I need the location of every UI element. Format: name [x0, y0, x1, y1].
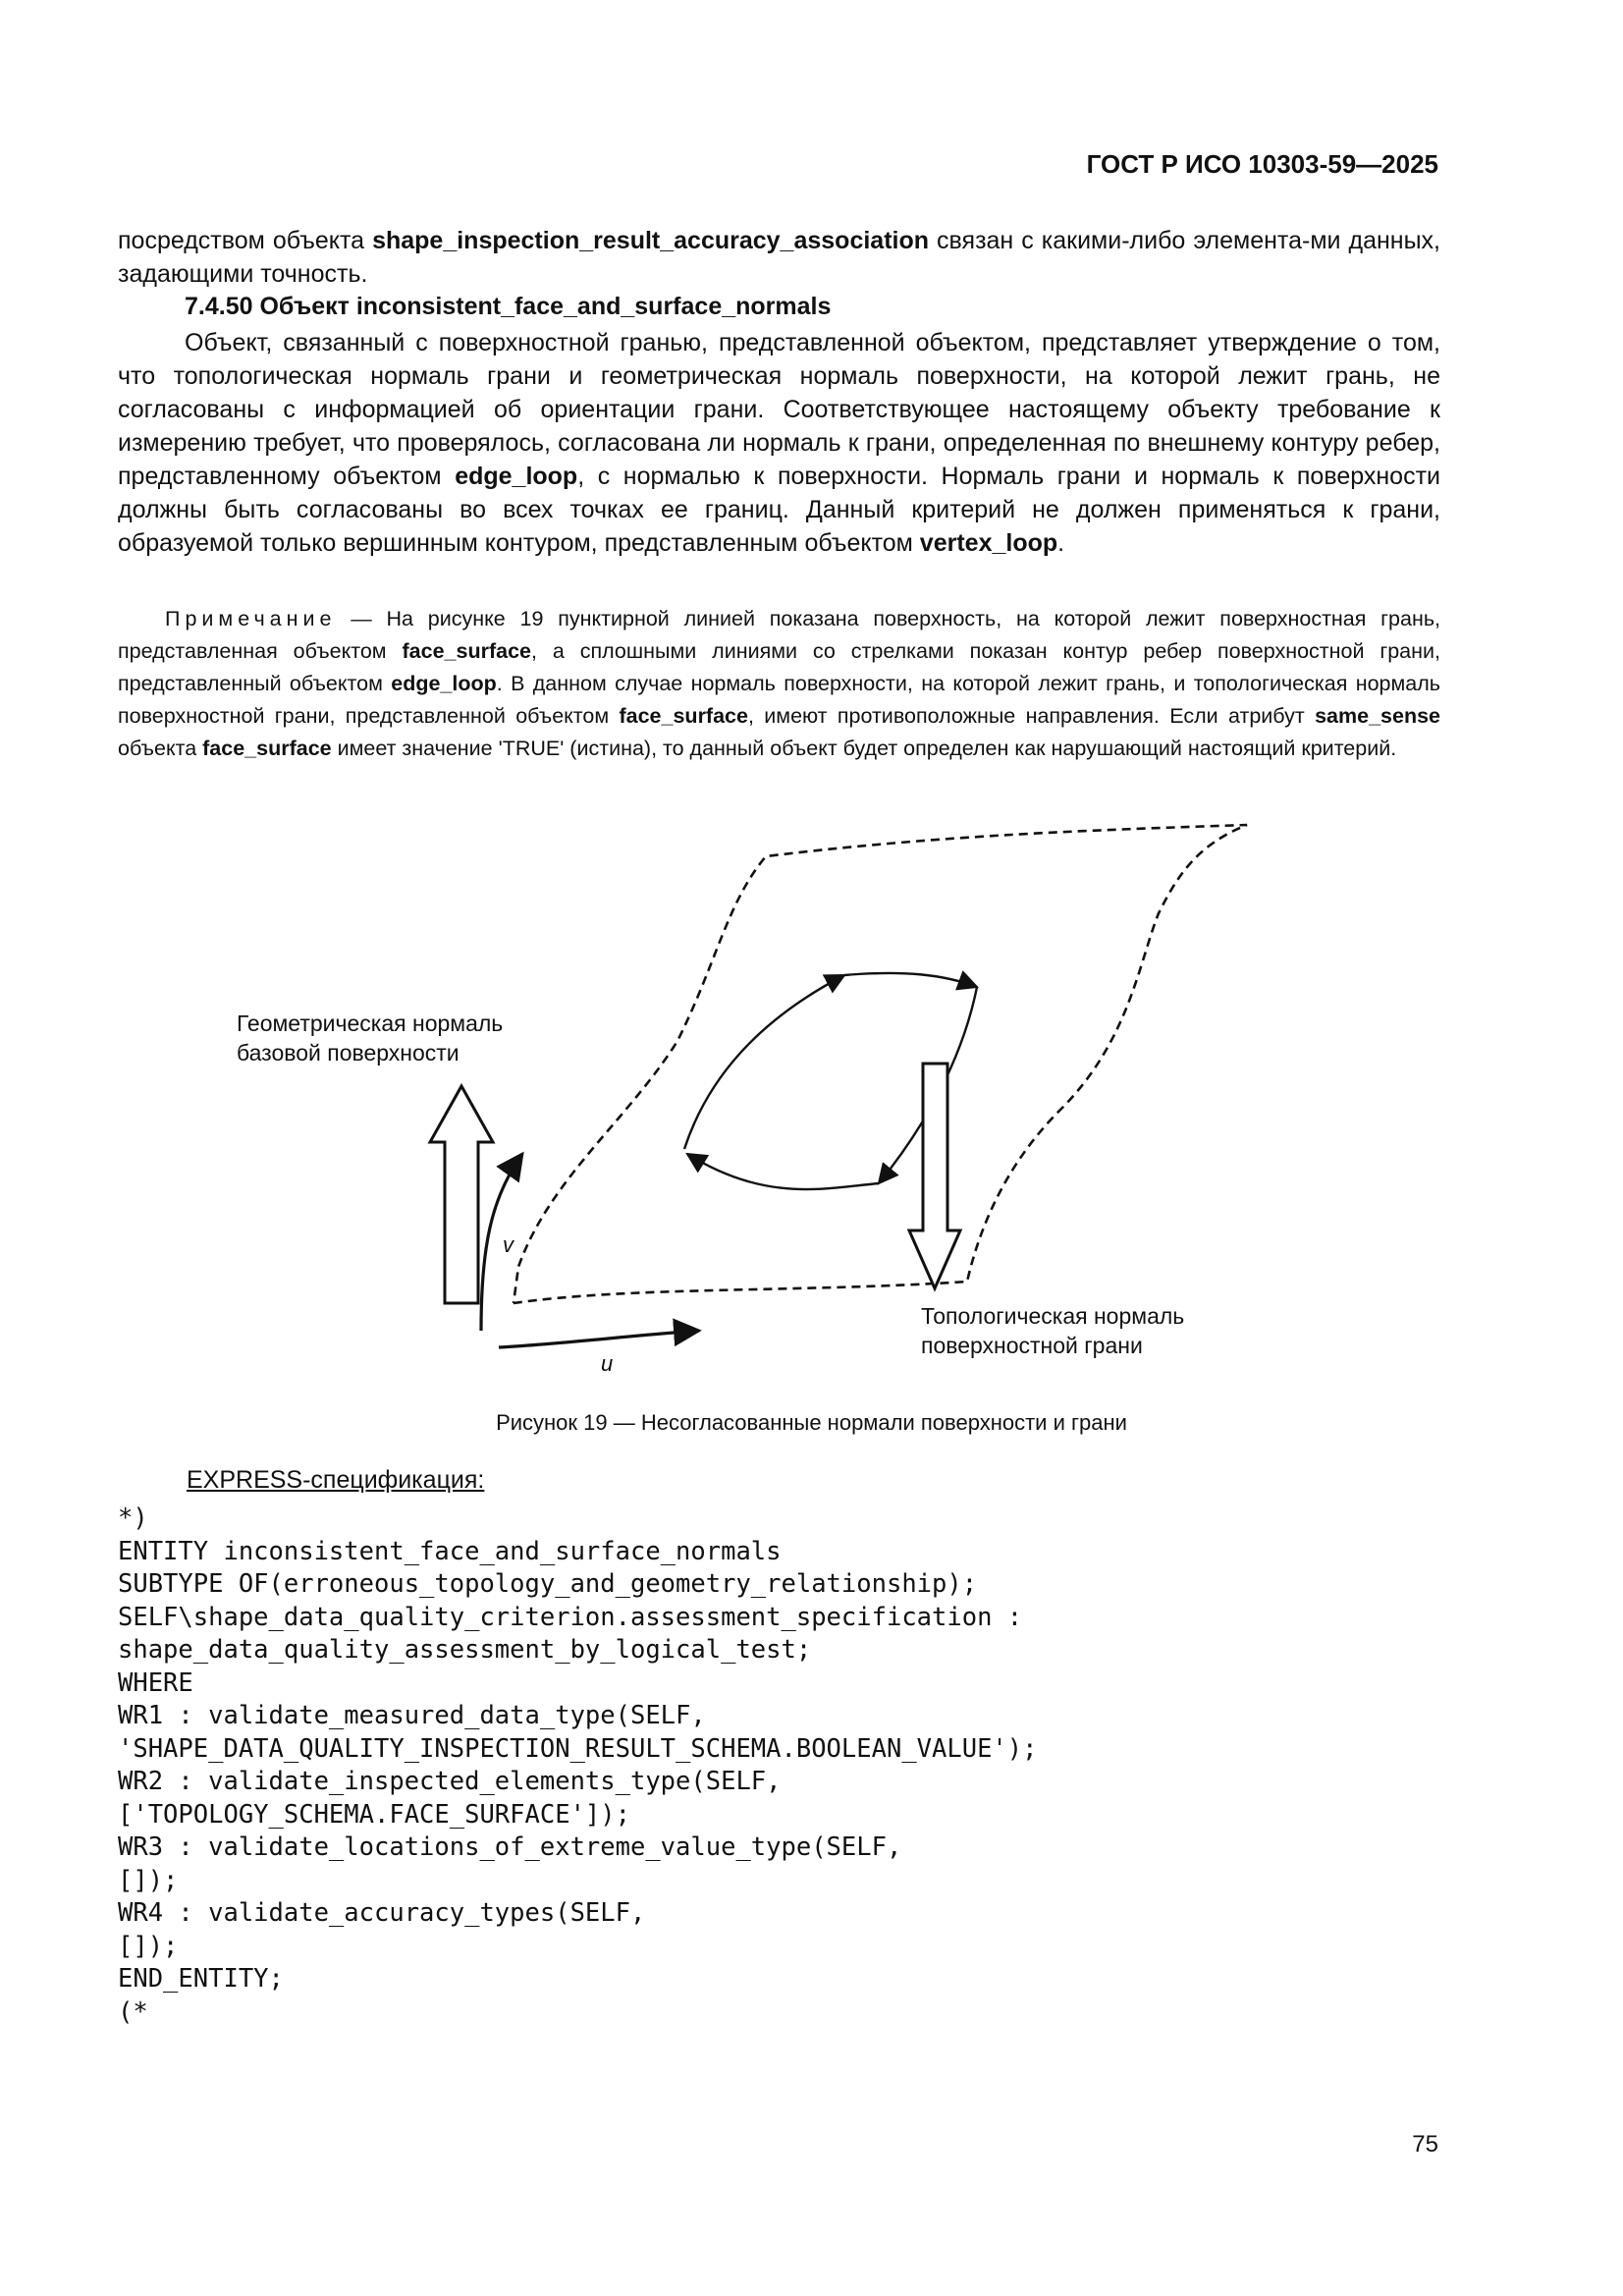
document-header: ГОСТ Р ИСО 10303-59—2025 — [1086, 149, 1438, 179]
v-axis-label: v — [503, 1232, 514, 1257]
code-line: END_ENTITY; — [118, 1964, 284, 1994]
code-line: []); — [118, 1931, 179, 1961]
code-line: ['TOPOLOGY_SCHEMA.FACE_SURFACE']); — [118, 1799, 630, 1830]
continuation-paragraph — [118, 224, 1440, 291]
label-line: Геометрическая нормаль — [237, 1011, 504, 1036]
note-label: Примечание — [165, 607, 337, 630]
text-span: связан с какими-либо элемента-ми данных, задающими точность. — [118, 227, 1440, 288]
code-line: *) — [118, 1503, 148, 1533]
code-line: 'SHAPE_DATA_QUALITY_INSPECTION_RESULT_SCHEMA.BOOLEAN_VALUE'); — [118, 1733, 1038, 1764]
entity-name: edge_loop — [391, 672, 497, 695]
express-code — [118, 1503, 1038, 2029]
text-span: — На рисунке 19 пунктирной линией показана поверхность, на которой лежит поверхностная грань, представленная объектом — [118, 607, 1440, 663]
entity-name: face_surface — [402, 639, 531, 663]
code-line: WR1 : validate_measured_data_type(SELF, — [118, 1701, 706, 1730]
text-span: , с нормалью к поверхности. Нормаль грани и нормаль к поверхности должны быть согласованы во всех точках ее границ. Данный критерий не должен применяться к грани, образуемой только вершинным контуром, представленным объектом — [118, 463, 1440, 557]
v-direction-arrow — [481, 1154, 522, 1331]
page-number: 75 — [1412, 2131, 1438, 2158]
geometric-normal-label — [237, 1009, 503, 1067]
u-axis-label: u — [601, 1351, 614, 1376]
express-heading: EXPRESS-спецификация: — [187, 1466, 485, 1494]
text-span: имеет значение 'TRUE' (истина), то данный объект будет определен как нарушающий настоящий критерий. — [331, 737, 1397, 760]
surface-outline — [514, 825, 1247, 1303]
code-line: shape_data_quality_assessment_by_logical_test; — [118, 1635, 812, 1665]
u-direction-arrow — [499, 1331, 699, 1347]
text-span: , имеют противоположные направления. Если атрибут — [747, 704, 1316, 728]
figure-19 — [0, 805, 1623, 1394]
text-span: . — [1057, 529, 1065, 557]
entity-name: shape_inspection_result_accuracy_association — [372, 227, 930, 254]
text-span: , а сплошными линиями со стрелками показан контур ребер поверхностной грани, представленный объектом — [118, 639, 1440, 695]
entity-name: face_surface — [202, 737, 332, 760]
figure-drawing — [0, 805, 1623, 1394]
code-line: WR4 : validate_accuracy_types(SELF, — [118, 1898, 646, 1928]
entity-name: face_surface — [619, 704, 748, 728]
entity-name: vertex_loop — [919, 529, 1058, 557]
text-span: . В данном случае нормаль поверхности, на которой лежит грань, и топологическая нормаль поверхностной грани, представленной объектом — [118, 672, 1440, 728]
text-span: объекта — [118, 737, 203, 760]
label-line: поверхностной грани — [921, 1333, 1143, 1358]
code-line: WR2 : validate_inspected_elements_type(SELF, — [118, 1767, 782, 1796]
code-line: SELF\shape_data_quality_criterion.assessment_specification : — [118, 1602, 1023, 1632]
text-span: посредством объекта — [118, 227, 373, 254]
label-line: базовой поверхности — [237, 1040, 460, 1066]
code-line: []); — [118, 1865, 179, 1895]
code-line: (* — [118, 1996, 148, 2027]
code-line: SUBTYPE OF(erroneous_topology_and_geometry_relationship); — [118, 1569, 978, 1599]
note-paragraph — [118, 603, 1440, 765]
figure-caption: Рисунок 19 — Несогласованные нормали поверхности и грани — [496, 1410, 1127, 1435]
code-line: WHERE — [118, 1667, 193, 1698]
entity-name: edge_loop — [455, 463, 578, 490]
code-line: WR3 : validate_locations_of_extreme_value_type(SELF, — [118, 1832, 902, 1862]
body-paragraph — [118, 326, 1440, 560]
section-heading: 7.4.50 Объект inconsistent_face_and_surface_normals — [185, 293, 832, 320]
label-line: Топологическая нормаль — [921, 1303, 1185, 1329]
code-line: ENTITY inconsistent_face_and_surface_normals — [118, 1536, 782, 1566]
text-span: Объект, связанный с поверхностной гранью, представленной объектом, представляет утверждение о том, что топологическая нормаль грани и геометрическая нормаль поверхности, на которой лежит грань, не согласованы с информацией об ориентации грани. Соответствующее настоящему объекту требование к измерению требует, что проверялось, согласована ли нормаль к грани, определенная по внешнему контуру ребер, представленному объектом — [118, 329, 1440, 490]
entity-name: same_sense — [1315, 704, 1440, 728]
topological-normal-arrow — [909, 1064, 960, 1288]
topological-normal-label — [921, 1301, 1184, 1360]
